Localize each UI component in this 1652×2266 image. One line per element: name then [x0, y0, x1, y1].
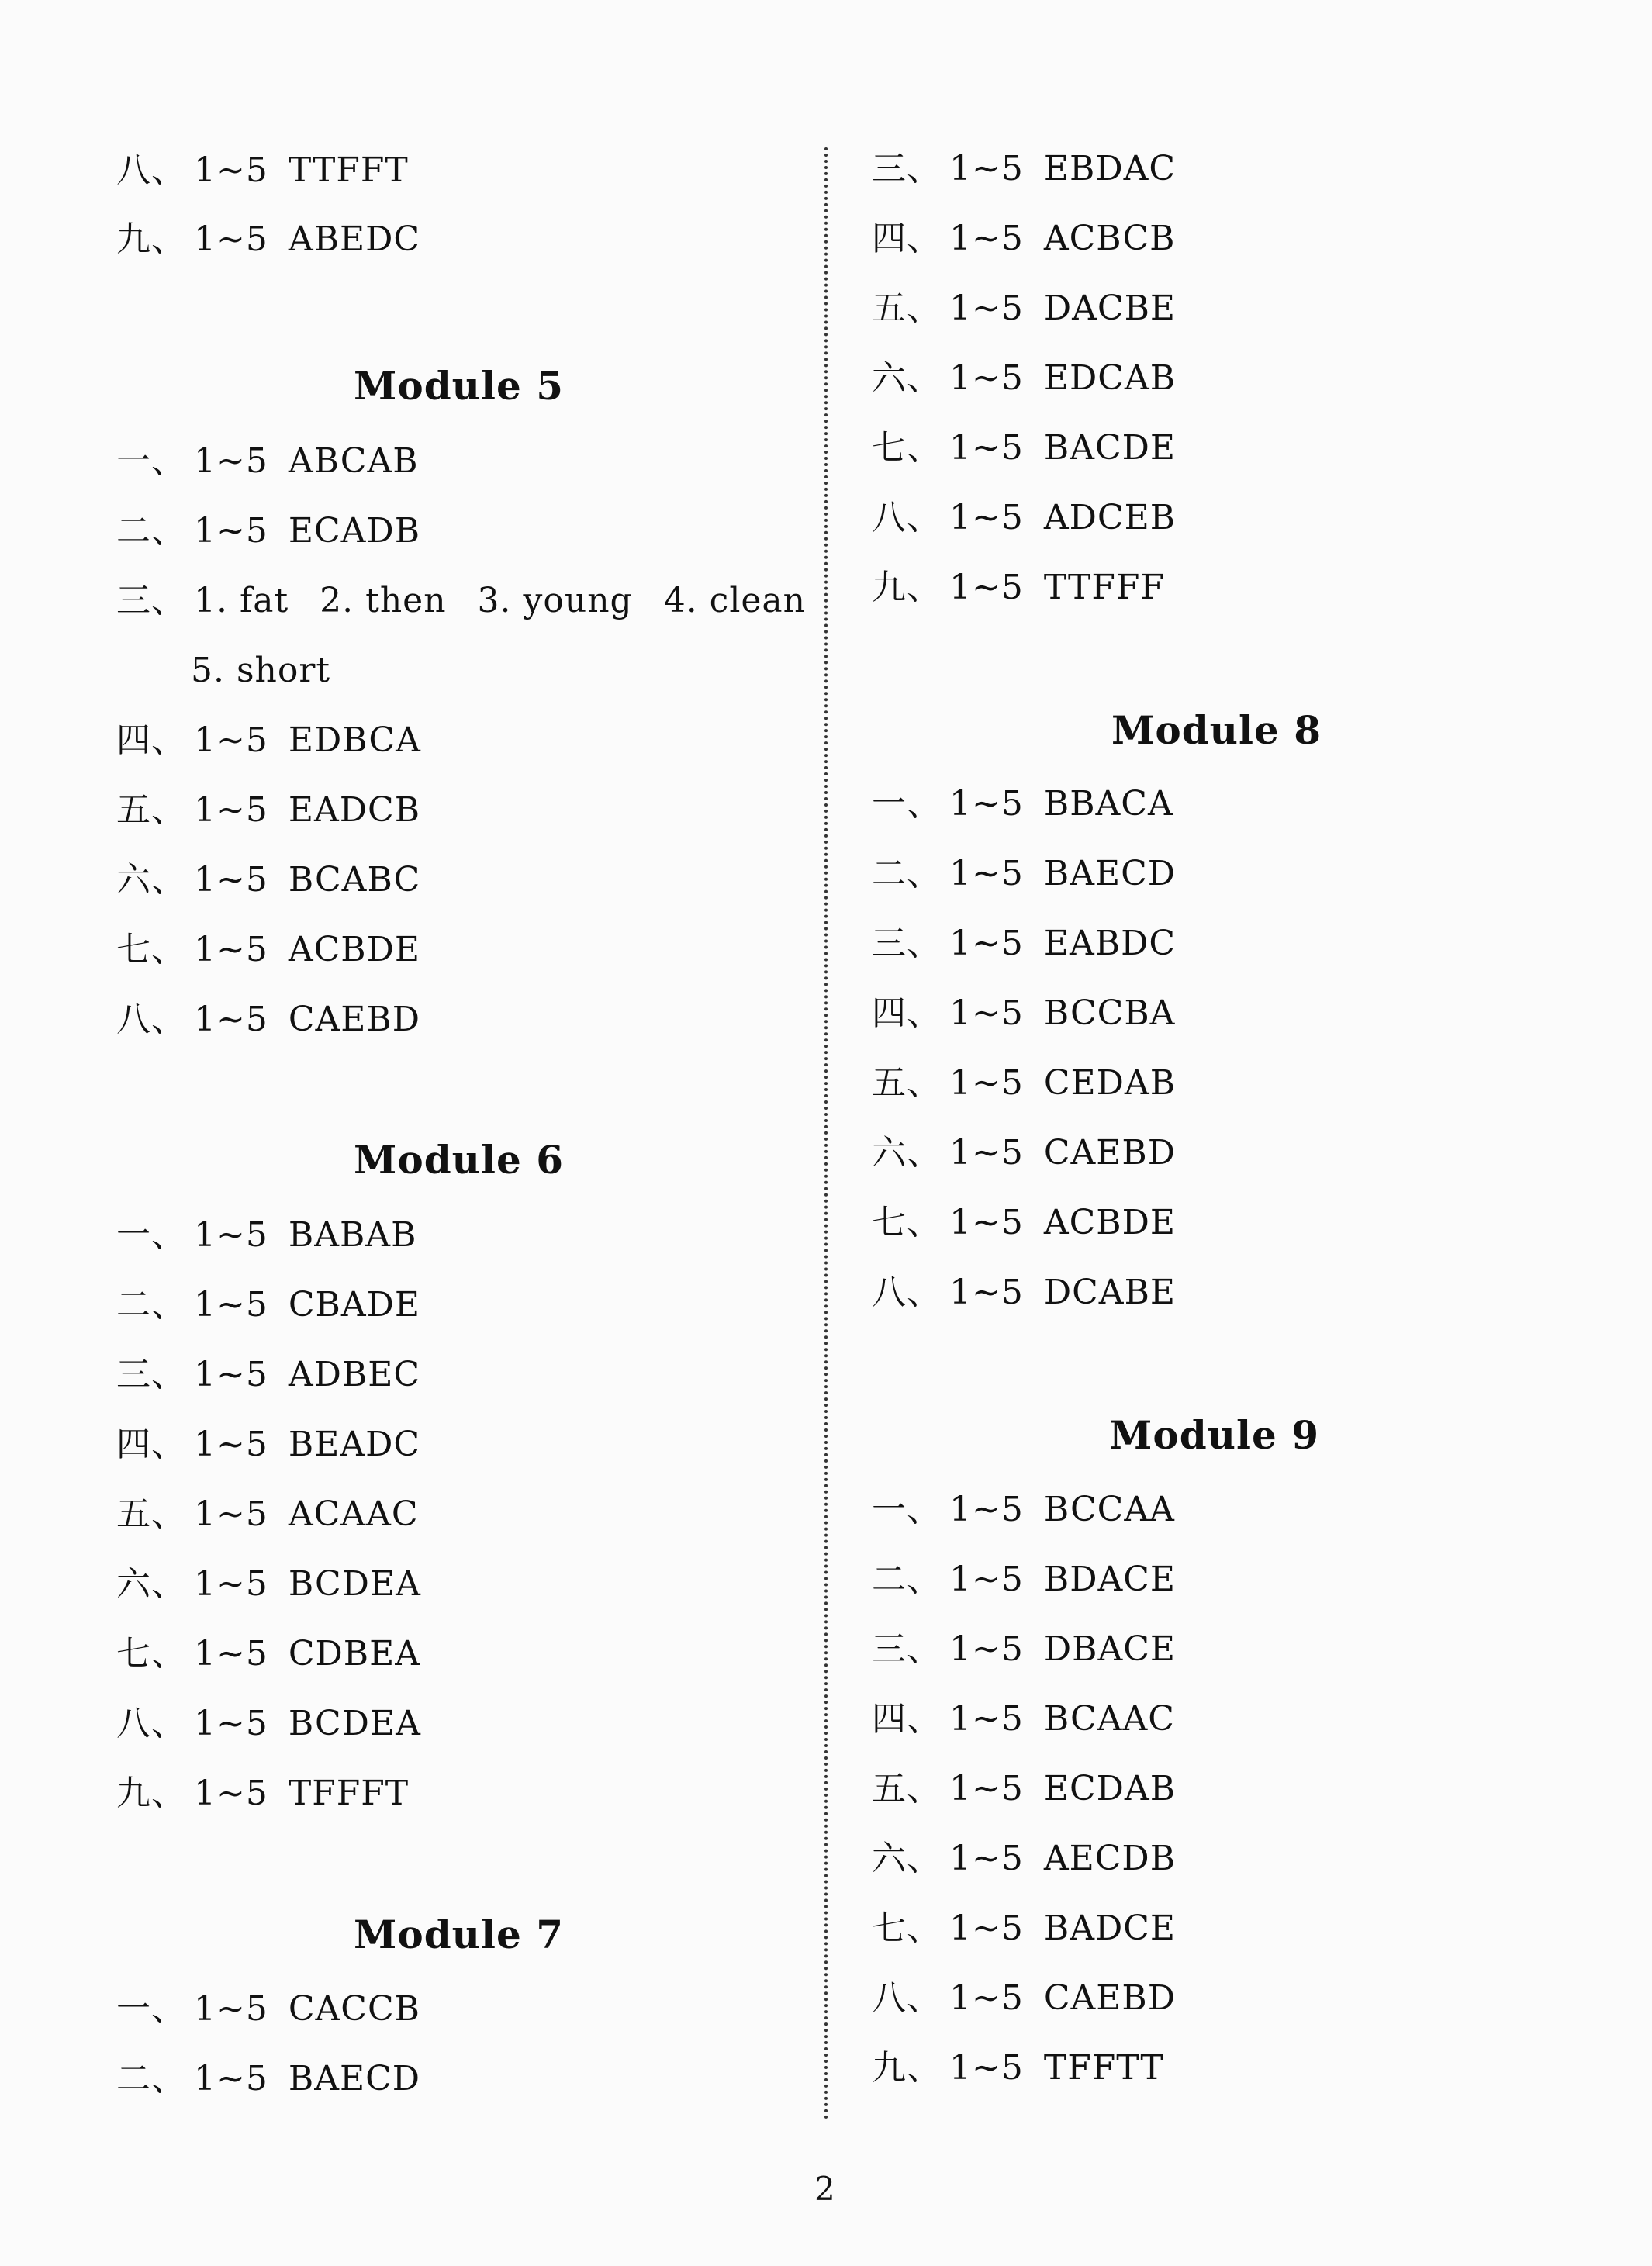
answer-key: ADCEB [1043, 498, 1177, 537]
question-number: 六、 [872, 1133, 942, 1173]
question-range: 1~5 [949, 1978, 1024, 2018]
question-number: 一、 [872, 784, 942, 824]
question-number: 四、 [872, 993, 942, 1033]
question-number: 四、 [116, 1425, 186, 1464]
answer-key: TTFFT [288, 150, 409, 190]
question-number: 六、 [116, 860, 186, 900]
answer-key: BBACA [1043, 784, 1173, 824]
answer-row [116, 1494, 419, 1535]
answer-key: ABCAB [288, 441, 419, 481]
question-number: 五、 [116, 790, 186, 830]
question-range: 1~5 [949, 1490, 1024, 1529]
module-9-heading: Module 9 [1109, 1412, 1320, 1458]
answer-row [872, 1063, 1176, 1104]
question-range: 1~5 [194, 930, 268, 969]
question-range: 1~5 [194, 1564, 268, 1604]
answer-row [872, 1490, 1175, 1530]
question-range: 1~5 [949, 219, 1024, 258]
word-answer: 2. then [320, 581, 447, 620]
answer-key: TFFFT [288, 1774, 410, 1813]
question-number: 一、 [116, 1215, 186, 1255]
question-number: 二、 [116, 2059, 186, 2098]
answer-row [872, 1203, 1176, 1243]
word-answer: 1. fat [194, 581, 289, 620]
question-range: 1~5 [194, 1989, 268, 2029]
answer-key: ACBDE [288, 930, 421, 969]
question-number: 九、 [116, 1774, 186, 1813]
question-range: 1~5 [194, 1000, 268, 1039]
question-range: 1~5 [949, 1699, 1024, 1739]
answer-row [872, 1769, 1176, 1809]
question-number: 七、 [116, 930, 186, 969]
question-range: 1~5 [949, 1769, 1024, 1808]
answer-row [872, 993, 1175, 1034]
question-number: 五、 [872, 288, 942, 328]
module-5-heading: Module 5 [354, 363, 565, 409]
answer-key: CEDAB [1043, 1063, 1177, 1103]
page-number: 2 [814, 2170, 835, 2208]
question-number: 二、 [872, 854, 942, 893]
answer-key: EABDC [1043, 924, 1177, 963]
question-range: 1~5 [194, 1704, 268, 1743]
answer-key: ACBDE [1043, 1203, 1177, 1242]
answer-row [116, 1000, 420, 1040]
answer-key: CAEBD [1043, 1133, 1177, 1173]
answer-row [872, 2048, 1164, 2088]
question-number: 一、 [872, 1490, 942, 1529]
question-range: 1~5 [949, 1560, 1024, 1599]
answer-key: DBACE [1043, 1629, 1177, 1669]
question-range: 1~5 [949, 784, 1024, 824]
answer-row [116, 1704, 421, 1744]
question-number: 一、 [116, 1989, 186, 2029]
answer-key: CDBEA [288, 1634, 421, 1674]
answer-key: BCDEA [288, 1704, 421, 1743]
answer-row [116, 1215, 416, 1256]
answer-row [872, 498, 1176, 538]
answer-row [872, 1699, 1175, 1739]
question-number: 六、 [116, 1564, 186, 1604]
answer-key: BCAAC [1043, 1699, 1175, 1739]
question-range: 1~5 [949, 568, 1024, 607]
answer-key: BDACE [1043, 1560, 1177, 1599]
answer-row [872, 1629, 1176, 1670]
column-divider [824, 147, 828, 2121]
answer-key: BCCAA [1043, 1490, 1175, 1529]
question-range: 1~5 [194, 790, 268, 830]
answer-key: CAEBD [1043, 1978, 1177, 2018]
answer-row [872, 428, 1176, 468]
question-number: 九、 [872, 568, 942, 607]
answer-key: ADBEC [288, 1355, 421, 1394]
answer-row [872, 924, 1176, 964]
question-range: 1~5 [194, 1285, 268, 1325]
answer-row [116, 860, 420, 900]
question-range: 1~5 [949, 1203, 1024, 1242]
question-range: 1~5 [194, 1355, 268, 1394]
answer-key: AECDB [1043, 1839, 1177, 1878]
word-answer: 4. clean [663, 581, 806, 620]
answer-row [116, 2059, 420, 2099]
question-number: 八、 [116, 1704, 186, 1743]
question-range: 1~5 [949, 2048, 1024, 2088]
question-range: 1~5 [949, 993, 1024, 1033]
answer-row [116, 790, 420, 831]
answer-key: BEADC [288, 1425, 421, 1464]
answer-key: EBDAC [1043, 149, 1177, 188]
question-range: 1~5 [194, 1774, 268, 1813]
question-range: 1~5 [194, 1634, 268, 1674]
module-6-heading: Module 6 [354, 1137, 565, 1183]
question-range: 1~5 [194, 1215, 268, 1255]
answer-key: ECADB [288, 511, 421, 551]
question-range: 1~5 [949, 854, 1024, 893]
answer-row [872, 1133, 1176, 1173]
question-range: 1~5 [949, 288, 1024, 328]
question-number: 三、 [872, 924, 942, 963]
answer-row [872, 1908, 1176, 1949]
answer-row [116, 1285, 420, 1325]
question-range: 1~5 [194, 511, 268, 551]
answer-key: BCCBA [1043, 993, 1176, 1033]
question-number: 二、 [116, 511, 186, 551]
answer-key: CAEBD [288, 1000, 421, 1039]
question-range: 1~5 [194, 720, 268, 760]
question-range: 1~5 [949, 149, 1024, 188]
question-range: 1~5 [949, 1908, 1024, 1948]
answer-key: DCABE [1043, 1273, 1177, 1312]
question-number: 一、 [116, 441, 186, 481]
question-number: 四、 [116, 720, 186, 760]
question-number: 二、 [872, 1560, 942, 1599]
answer-row [116, 150, 409, 191]
question-number: 五、 [872, 1063, 942, 1103]
question-range: 1~5 [949, 1839, 1024, 1878]
question-range: 1~5 [194, 860, 268, 900]
answer-key: BABAB [288, 1215, 417, 1255]
answer-key: BAECD [288, 2059, 421, 2098]
question-number: 四、 [872, 1699, 942, 1739]
answer-row [872, 1273, 1176, 1313]
answer-key: ACBCB [1043, 219, 1176, 258]
answer-key: EDCAB [1043, 358, 1177, 398]
answer-row [872, 1839, 1176, 1879]
answer-key: BADCE [1043, 1908, 1177, 1948]
answer-row [872, 288, 1176, 329]
question-number: 九、 [872, 2048, 942, 2088]
answer-row [116, 1355, 420, 1395]
question-number: 七、 [872, 1908, 942, 1948]
answer-key: EDBCA [288, 720, 421, 760]
module-8-heading: Module 8 [1111, 707, 1322, 753]
answer-row [872, 1978, 1176, 2019]
question-number: 三、 [116, 1355, 186, 1394]
answer-row [116, 1425, 420, 1465]
answer-key: BCABC [288, 860, 421, 900]
answer-key: ECDAB [1043, 1769, 1177, 1808]
answer-row [116, 1564, 421, 1605]
question-range: 1~5 [194, 441, 268, 481]
question-number: 七、 [116, 1634, 186, 1674]
answer-row [872, 854, 1176, 894]
answer-key: TFFTT [1043, 2048, 1164, 2088]
question-number: 九、 [116, 219, 186, 259]
answer-row [116, 441, 419, 482]
answer-row [872, 784, 1173, 824]
answer-key: CBADE [288, 1285, 421, 1325]
question-number: 三、 [872, 149, 942, 188]
answer-row [116, 1634, 420, 1674]
question-number: 三、 [872, 1629, 942, 1669]
word-answer: 3. young [477, 581, 633, 620]
question-range: 1~5 [949, 1063, 1024, 1103]
question-range: 1~5 [949, 358, 1024, 398]
answer-row [116, 720, 421, 761]
answer-key: BAECD [1043, 854, 1177, 893]
answer-row [116, 1989, 420, 2029]
word-answer-continuation: 5. short [191, 651, 331, 690]
question-range: 1~5 [194, 1425, 268, 1464]
question-range: 1~5 [194, 219, 268, 259]
answer-key: EADCB [288, 790, 421, 830]
question-range: 1~5 [949, 1273, 1024, 1312]
question-range: 1~5 [949, 924, 1024, 963]
answer-row [116, 511, 420, 551]
answer-key: BACDE [1043, 428, 1177, 468]
answer-key: ACAAC [288, 1494, 419, 1534]
question-number: 五、 [872, 1769, 942, 1808]
question-number: 六、 [872, 1839, 942, 1878]
word-answer-row [116, 581, 806, 621]
answer-key: BCDEA [288, 1564, 421, 1604]
question-range: 1~5 [194, 2059, 268, 2098]
answer-row [872, 1560, 1176, 1600]
question-number: 三、 [116, 581, 186, 620]
question-number: 八、 [872, 1978, 942, 2018]
answer-row [872, 358, 1176, 399]
question-number: 七、 [872, 1203, 942, 1242]
answer-key: CACCB [288, 1989, 420, 2029]
question-number: 七、 [872, 428, 942, 468]
answer-row [116, 219, 420, 260]
question-range: 1~5 [949, 1133, 1024, 1173]
question-number: 四、 [872, 219, 942, 258]
question-range: 1~5 [949, 498, 1024, 537]
answer-row [872, 568, 1165, 608]
question-range: 1~5 [194, 1494, 268, 1534]
question-range: 1~5 [949, 428, 1024, 468]
answer-row [872, 219, 1175, 259]
answer-key: TTFFF [1043, 568, 1165, 607]
answer-row [116, 930, 420, 970]
answer-row [116, 1774, 409, 1814]
answer-key: DACBE [1043, 288, 1177, 328]
question-range: 1~5 [194, 150, 268, 190]
module-7-heading: Module 7 [354, 1912, 565, 1957]
question-number: 八、 [872, 1273, 942, 1312]
question-number: 六、 [872, 358, 942, 398]
question-number: 二、 [116, 1285, 186, 1325]
question-number: 八、 [116, 1000, 186, 1039]
question-number: 八、 [116, 150, 186, 190]
question-range: 1~5 [949, 1629, 1024, 1669]
question-number: 五、 [116, 1494, 186, 1534]
answer-key: ABEDC [288, 219, 421, 259]
answer-row [872, 149, 1176, 189]
question-number: 八、 [872, 498, 942, 537]
